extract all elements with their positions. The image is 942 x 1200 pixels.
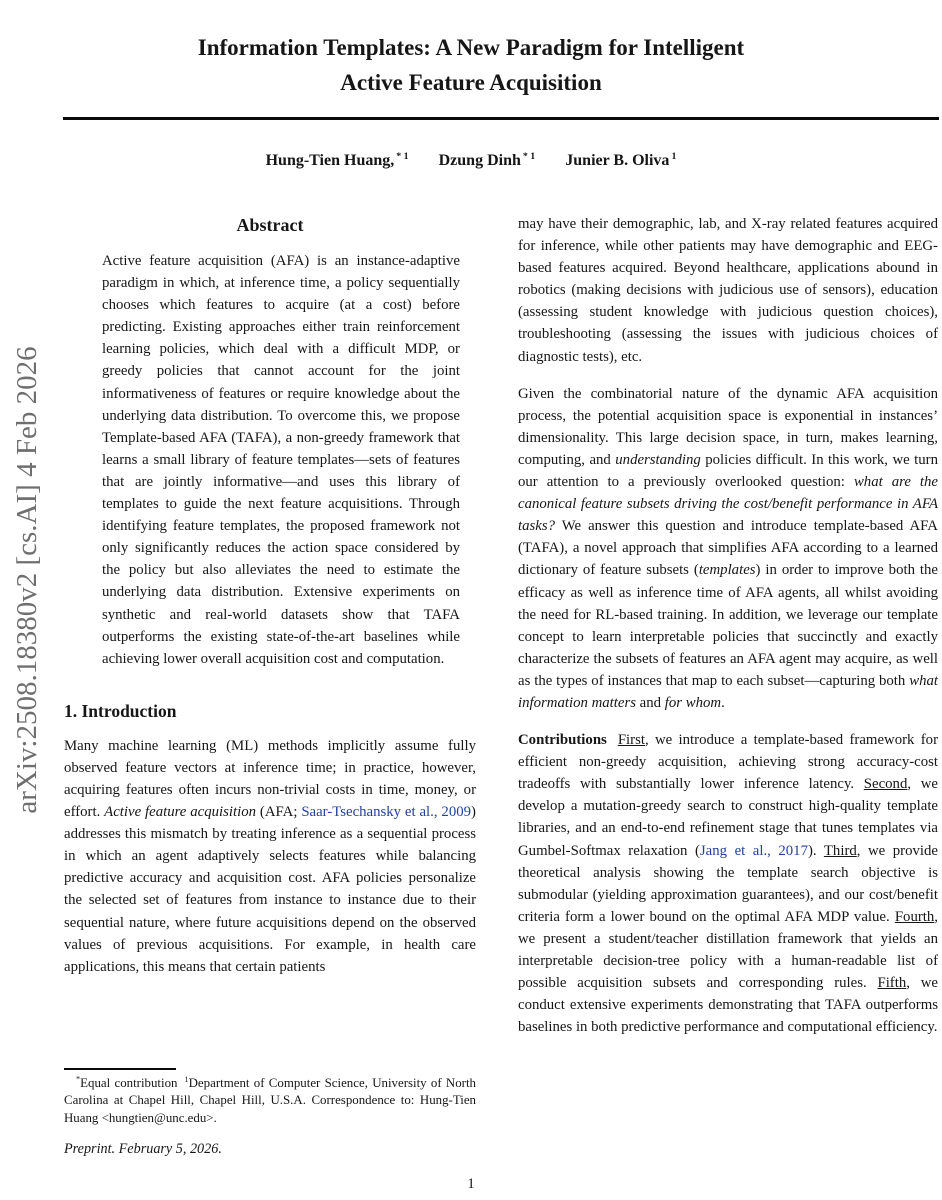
text-run: what are the canonical feature subsets driving the cost/benefit performance in AFA tasks? — [518, 474, 938, 535]
left-column — [64, 213, 476, 978]
page-number: 1 — [467, 1176, 475, 1192]
text-run: , we introduce a template-based framework for efficient non-greedy acquisition, achieving strong accuracy-cost tradeoffs with substantially lower inference latency. — [518, 732, 938, 793]
authors-line — [0, 152, 942, 170]
text-run: understanding — [615, 451, 701, 468]
text-run: Many machine learning (ML) methods implicitly assume fully observed feature vectors at inference time; in practice, however, acquiring features often incurs non-trivial costs in time, money, or effort. — [64, 737, 476, 821]
text-run: . — [721, 694, 725, 711]
text-run: Equal contribution — [80, 1076, 178, 1090]
text-run: what information matters — [518, 672, 938, 711]
paper-title-line-1: Information Templates: A New Paradigm for Intelligent — [197, 35, 745, 60]
text-run: Fourth — [894, 908, 935, 925]
footnote — [64, 1068, 476, 1127]
author-3-name: Junier B. Oliva — [565, 152, 670, 169]
text-run: (AFA; — [256, 804, 302, 821]
text-run: Active feature acquisition — [104, 804, 257, 821]
arxiv-watermark: arXiv:2508.18380v2 [cs.AI] 4 Feb 2026 — [11, 346, 43, 814]
author-3-superscript: 1 — [671, 150, 677, 162]
text-run: , we provide theoretical analysis showing the template search objective is submodular (yielding approximation guarantees), and our cost/benefit criteria form a lower bound on the optimal AFA MDP value. — [518, 842, 938, 925]
text-run: may have their demographic, lab, and X-ray related features acquired for inference, while other patients may have demographic and EEG-based features acquired. Beyond healthcare, applications abound in robotics (making decisions with judicious use of sensors), education (assessing student knowledge with judicious question choices), troubleshooting (assessing the issues with judicious choices of diagnostic tests), etc. — [518, 216, 938, 365]
abstract-text: Active feature acquisition (AFA) is an instance-adaptive paradigm in which, at inference time, a policy sequentially chooses which features to acquire (at a cost) before predicting. Existing approaches either train reinforcement learning policies, which deal with a difficult MDP, or greedy policies that cannot account for the joint informativeness of features or require knowledge about the underlying data distribution. To overcome this, we propose Template-based AFA (TAFA), a non-greedy framework that learns a small library of feature templates—sets of features that are jointly informative—and uses this library of templates to guide the next feature acquisitions. Through identifying feature templates, the proposed framework not only significantly reduces the action space considered by the policy but also alleviates the need to estimate the underlying data distribution. Extensive experiments on synthetic and real-world datasets show that TAFA outperforms the existing state-of-the-art baselines while achieving lower overall acquisition cost and computation. — [102, 253, 460, 667]
text-run: Given the combinatorial nature of the dynamic AFA acquisition process, the potential acquisition space is exponential in instances’ dimensionality. This large decision space, in turn, makes learning, computing, and — [518, 385, 938, 468]
author-2 — [439, 152, 536, 169]
text-run: Second — [863, 776, 908, 793]
author-2-superscript: * 1 — [522, 150, 536, 162]
text-run: Fifth — [877, 975, 907, 992]
citation-link[interactable]: Saar-Tsechansky et al., 2009 — [301, 804, 472, 821]
author-3 — [565, 152, 676, 169]
text-run: , we conduct extensive experiments demonstrating that TAFA outperforms baselines in both predictive performance and computational efficiency. — [518, 975, 939, 1036]
abstract-heading: Abstract — [236, 215, 304, 235]
text-run: 1 — [184, 1074, 189, 1084]
author-1-name: Hung-Tien Huang, — [265, 152, 395, 169]
text-run: Third — [823, 842, 857, 859]
contributions-paragraph — [518, 729, 938, 1038]
text-run: policies difficult. In this work, we turn our attention to a previously overlooked question: — [518, 451, 938, 491]
text-run: We answer this question and introduce template-based AFA (TAFA), a novel approach that simplifies AFA according to a learned dictionary of feature subsets ( — [518, 518, 938, 579]
citation-link[interactable]: Jang et al., 2017 — [699, 842, 808, 859]
footnote-text — [64, 1075, 476, 1127]
right-column — [518, 213, 938, 1038]
paper-title-line-2: Active Feature Acquisition — [340, 70, 602, 95]
text-run: * — [76, 1074, 81, 1084]
right-column-paragraph-2 — [518, 383, 938, 714]
footnote-rule — [64, 1068, 176, 1070]
text-run: templates — [698, 562, 756, 579]
text-run: Contributions — [518, 732, 607, 749]
text-run: First — [617, 732, 645, 749]
title-divider-rule — [63, 117, 939, 120]
text-run: for whom — [664, 694, 722, 711]
text-run: , we present a student/teacher distillation framework that yields an interpretable decision-tree policy with a human-readable list of possible acquisition subsets and corresponding rules. — [518, 908, 938, 992]
author-2-name: Dzung Dinh — [438, 152, 521, 169]
text-run: and — [635, 694, 665, 711]
text-run: Department of Computer Science, University of North Carolina at Chapel Hill, Chapel Hill, U.S.A. Correspondence to: Hung-Tien Huang <hungtien@unc.edu>. — [64, 1076, 476, 1125]
introduction-paragraph — [64, 735, 476, 978]
text-run: ). — [807, 842, 824, 859]
right-column-paragraph-1 — [518, 213, 938, 368]
introduction-heading: 1. Introduction — [64, 700, 177, 721]
preprint-date-line: Preprint. February 5, 2026. — [64, 1141, 222, 1157]
text-run: ) addresses this mismatch by treating inference as a sequential process in which an agent adaptively selects features while balancing predictive accuracy and acquisition cost. AFA policies personalize the selected set of features from instance to instance due to their sequential nature, where future acquisitions depend on the observed values of previous acquisitions. For example, in health care applications, this means that certain patients — [64, 804, 476, 975]
author-1-superscript: * 1 — [396, 150, 409, 162]
paper-title — [0, 30, 942, 100]
author-1 — [266, 152, 409, 169]
text-run: ) in order to improve both the efficacy as well as inference time of AFA agents, all whilst avoiding the need for RL-based training. In addition, we leverage our template concept to learn interpretable policies that succinctly and exactly characterize the subsets of features an AFA agent may acquire, as well as the types of instances that map to each subset—capturing both — [518, 562, 939, 689]
text-run: , we develop a mutation-greedy search to construct high-quality template libraries, and an end-to-end refinement stage that tunes templates via Gumbel-Softmax relaxation ( — [518, 776, 938, 859]
